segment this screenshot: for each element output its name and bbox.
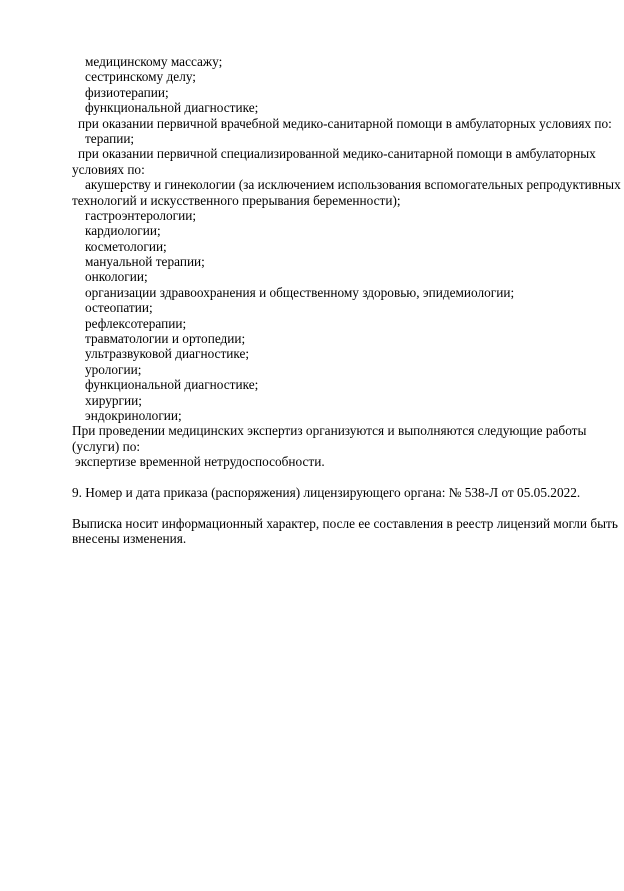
text-line: экспертизе временной нетрудоспособности. <box>75 454 325 470</box>
text-line: косметологии; <box>85 238 167 254</box>
text-line: условиях по: <box>72 161 145 177</box>
text-line: рефлексотерапии; <box>85 315 187 331</box>
text-line: хирургии; <box>85 392 142 408</box>
text-line: (услуги) по: <box>72 438 141 454</box>
text-line: При проведении медицинских экспертиз организуются и выполняются следующие работы <box>72 423 587 439</box>
text-line: функциональной диагностике; <box>85 377 259 393</box>
text-line: функциональной диагностике; <box>85 100 259 116</box>
text-line: травматологии и ортопедии; <box>85 331 246 347</box>
text-line: сестринскому делу; <box>85 69 196 85</box>
text-line: технологий и искусственного прерывания беременности); <box>72 192 401 208</box>
text-line: акушерству и гинекологии (за исключением использования вспомогательных репродуктивных <box>85 177 621 193</box>
order-section: 9. Номер и дата приказа (распоряжения) лицензирующего органа: № 538-Л от 05.05.2022. <box>72 484 581 500</box>
text-line: физиотерапии; <box>85 84 169 100</box>
disclaimer <box>72 515 618 547</box>
text-line: при оказании первичной врачебной медико-санитарной помощи в амбулаторных условиях по: <box>78 115 612 131</box>
text-line: онкологии; <box>85 269 148 285</box>
text-line: организации здравоохранения и общественному здоровью, эпидемиологии; <box>85 284 515 300</box>
text-line: кардиологии; <box>85 223 161 239</box>
text-line: ультразвуковой диагностике; <box>85 346 250 362</box>
document-page <box>72 54 621 547</box>
text-line: остеопатии; <box>85 300 153 316</box>
text-line: терапии; <box>85 130 135 146</box>
text-line: урологии; <box>85 361 142 377</box>
services-list <box>72 54 621 470</box>
text-line: эндокринологии; <box>85 407 182 423</box>
text-line: гастроэнтерологии; <box>85 207 197 223</box>
text-line: медицинскому массажу; <box>85 54 223 69</box>
disclaimer-line: Выписка носит информационный характер, после ее составления в реестр лицензий могли быть <box>72 515 618 531</box>
disclaimer-line: внесены изменения. <box>72 531 187 547</box>
text-line: мануальной терапии; <box>85 254 205 270</box>
text-line: при оказании первичной специализированной медико-санитарной помощи в амбулаторных <box>78 146 596 162</box>
